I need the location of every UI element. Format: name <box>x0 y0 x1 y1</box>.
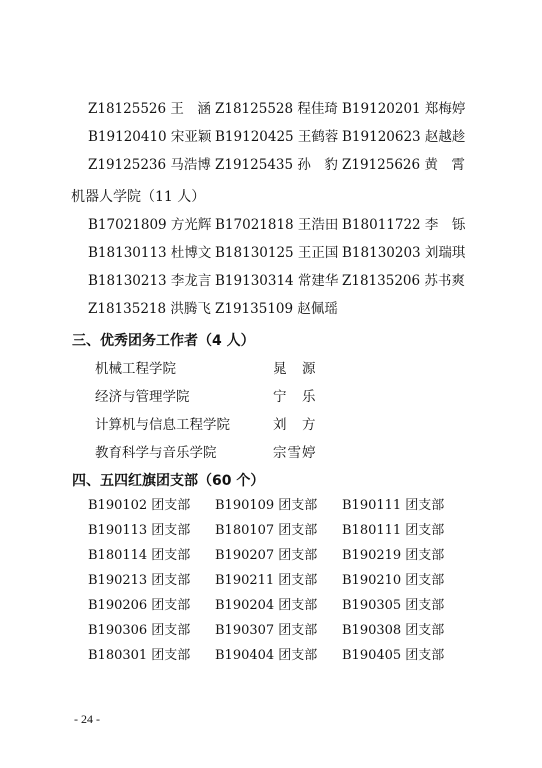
student-entry: B17021809 方光辉 <box>88 217 212 233</box>
school-name: 机械工程学院 <box>95 361 176 377</box>
branch-entry: B190211 团支部 <box>215 573 318 588</box>
branch-row <box>88 645 468 667</box>
student-row <box>88 154 468 176</box>
branch-entry: B190305 团支部 <box>342 598 445 613</box>
student-entry: B18130125 王正国 <box>215 245 339 261</box>
student-entry: Z19125236 马浩博 <box>88 157 211 173</box>
branch-entry: B190219 团支部 <box>342 548 445 563</box>
branch-row <box>88 520 468 542</box>
student-entry: B17021818 王浩田 <box>215 217 339 233</box>
student-entry: B19120425 王鹤蓉 <box>215 129 339 145</box>
student-row <box>88 126 468 148</box>
branch-entry: B190405 团支部 <box>342 648 445 663</box>
branch-entry: B190102 团支部 <box>88 498 191 513</box>
student-entry: B18011722 李 铄 <box>342 217 466 233</box>
student-entry: Z19125626 黄 霄 <box>342 157 465 173</box>
branch-row <box>88 595 468 617</box>
branch-entry: B180107 团支部 <box>215 523 318 538</box>
college-heading: 机器人学院（11 人） <box>71 189 206 205</box>
student-entry: B19120201 郑梅婷 <box>342 101 466 117</box>
branch-entry: B190307 团支部 <box>215 623 318 638</box>
branch-entry: B190404 团支部 <box>215 648 318 663</box>
student-entry: B19120410 宋亚颖 <box>88 129 212 145</box>
person-name: 刘 方 <box>273 417 317 433</box>
section-title-3: 三、优秀团务工作者（4 人） <box>72 333 255 349</box>
student-entry: Z19135109 赵佩瑶 <box>215 301 338 317</box>
person-name: 晁 源 <box>273 361 317 377</box>
branch-entry: B190111 团支部 <box>342 498 445 513</box>
student-entry: B19120623 赵越趁 <box>342 129 466 145</box>
student-entry: B18130203 刘瑞琪 <box>342 245 466 261</box>
branch-entry: B190206 团支部 <box>88 598 191 613</box>
student-entry: Z18125526 王 涵 <box>88 101 211 117</box>
student-entry: Z18135218 洪腾飞 <box>88 301 211 317</box>
section-title-4: 四、五四红旗团支部（60 个） <box>72 473 265 489</box>
school-name: 经济与管理学院 <box>95 389 190 405</box>
page-number: - 24 - <box>74 712 100 726</box>
branch-row <box>88 570 468 592</box>
student-entry: B18130113 杜博文 <box>88 245 212 261</box>
branch-entry: B190213 团支部 <box>88 573 191 588</box>
student-entry: B18130213 李龙言 <box>88 273 212 289</box>
student-entry: Z18135206 苏书爽 <box>342 273 465 289</box>
branch-entry: B190109 团支部 <box>215 498 318 513</box>
student-row <box>88 98 468 120</box>
branch-entry: B190306 团支部 <box>88 623 191 638</box>
student-row <box>88 298 468 320</box>
branch-entry: B190204 团支部 <box>215 598 318 613</box>
student-entry: Z19125435 孙 豹 <box>215 157 338 173</box>
branch-entry: B190207 团支部 <box>215 548 318 563</box>
student-row <box>88 270 468 292</box>
branch-entry: B180111 团支部 <box>342 523 445 538</box>
school-name: 教育科学与音乐学院 <box>95 445 217 461</box>
person-name: 宗雪婷 <box>273 445 317 461</box>
branch-row <box>88 495 468 517</box>
student-row <box>88 214 468 236</box>
branch-entry: B190210 团支部 <box>342 573 445 588</box>
student-entry: Z18125528 程佳琦 <box>215 101 338 117</box>
person-name: 宁 乐 <box>273 389 317 405</box>
school-name: 计算机与信息工程学院 <box>95 417 230 433</box>
branch-row <box>88 620 468 642</box>
branch-entry: B180301 团支部 <box>88 648 191 663</box>
branch-entry: B180114 团支部 <box>88 548 191 563</box>
student-row <box>88 242 468 264</box>
student-entry: B19130314 常建华 <box>215 273 339 289</box>
branch-entry: B190308 团支部 <box>342 623 445 638</box>
branch-row <box>88 545 468 567</box>
branch-entry: B190113 团支部 <box>88 523 191 538</box>
